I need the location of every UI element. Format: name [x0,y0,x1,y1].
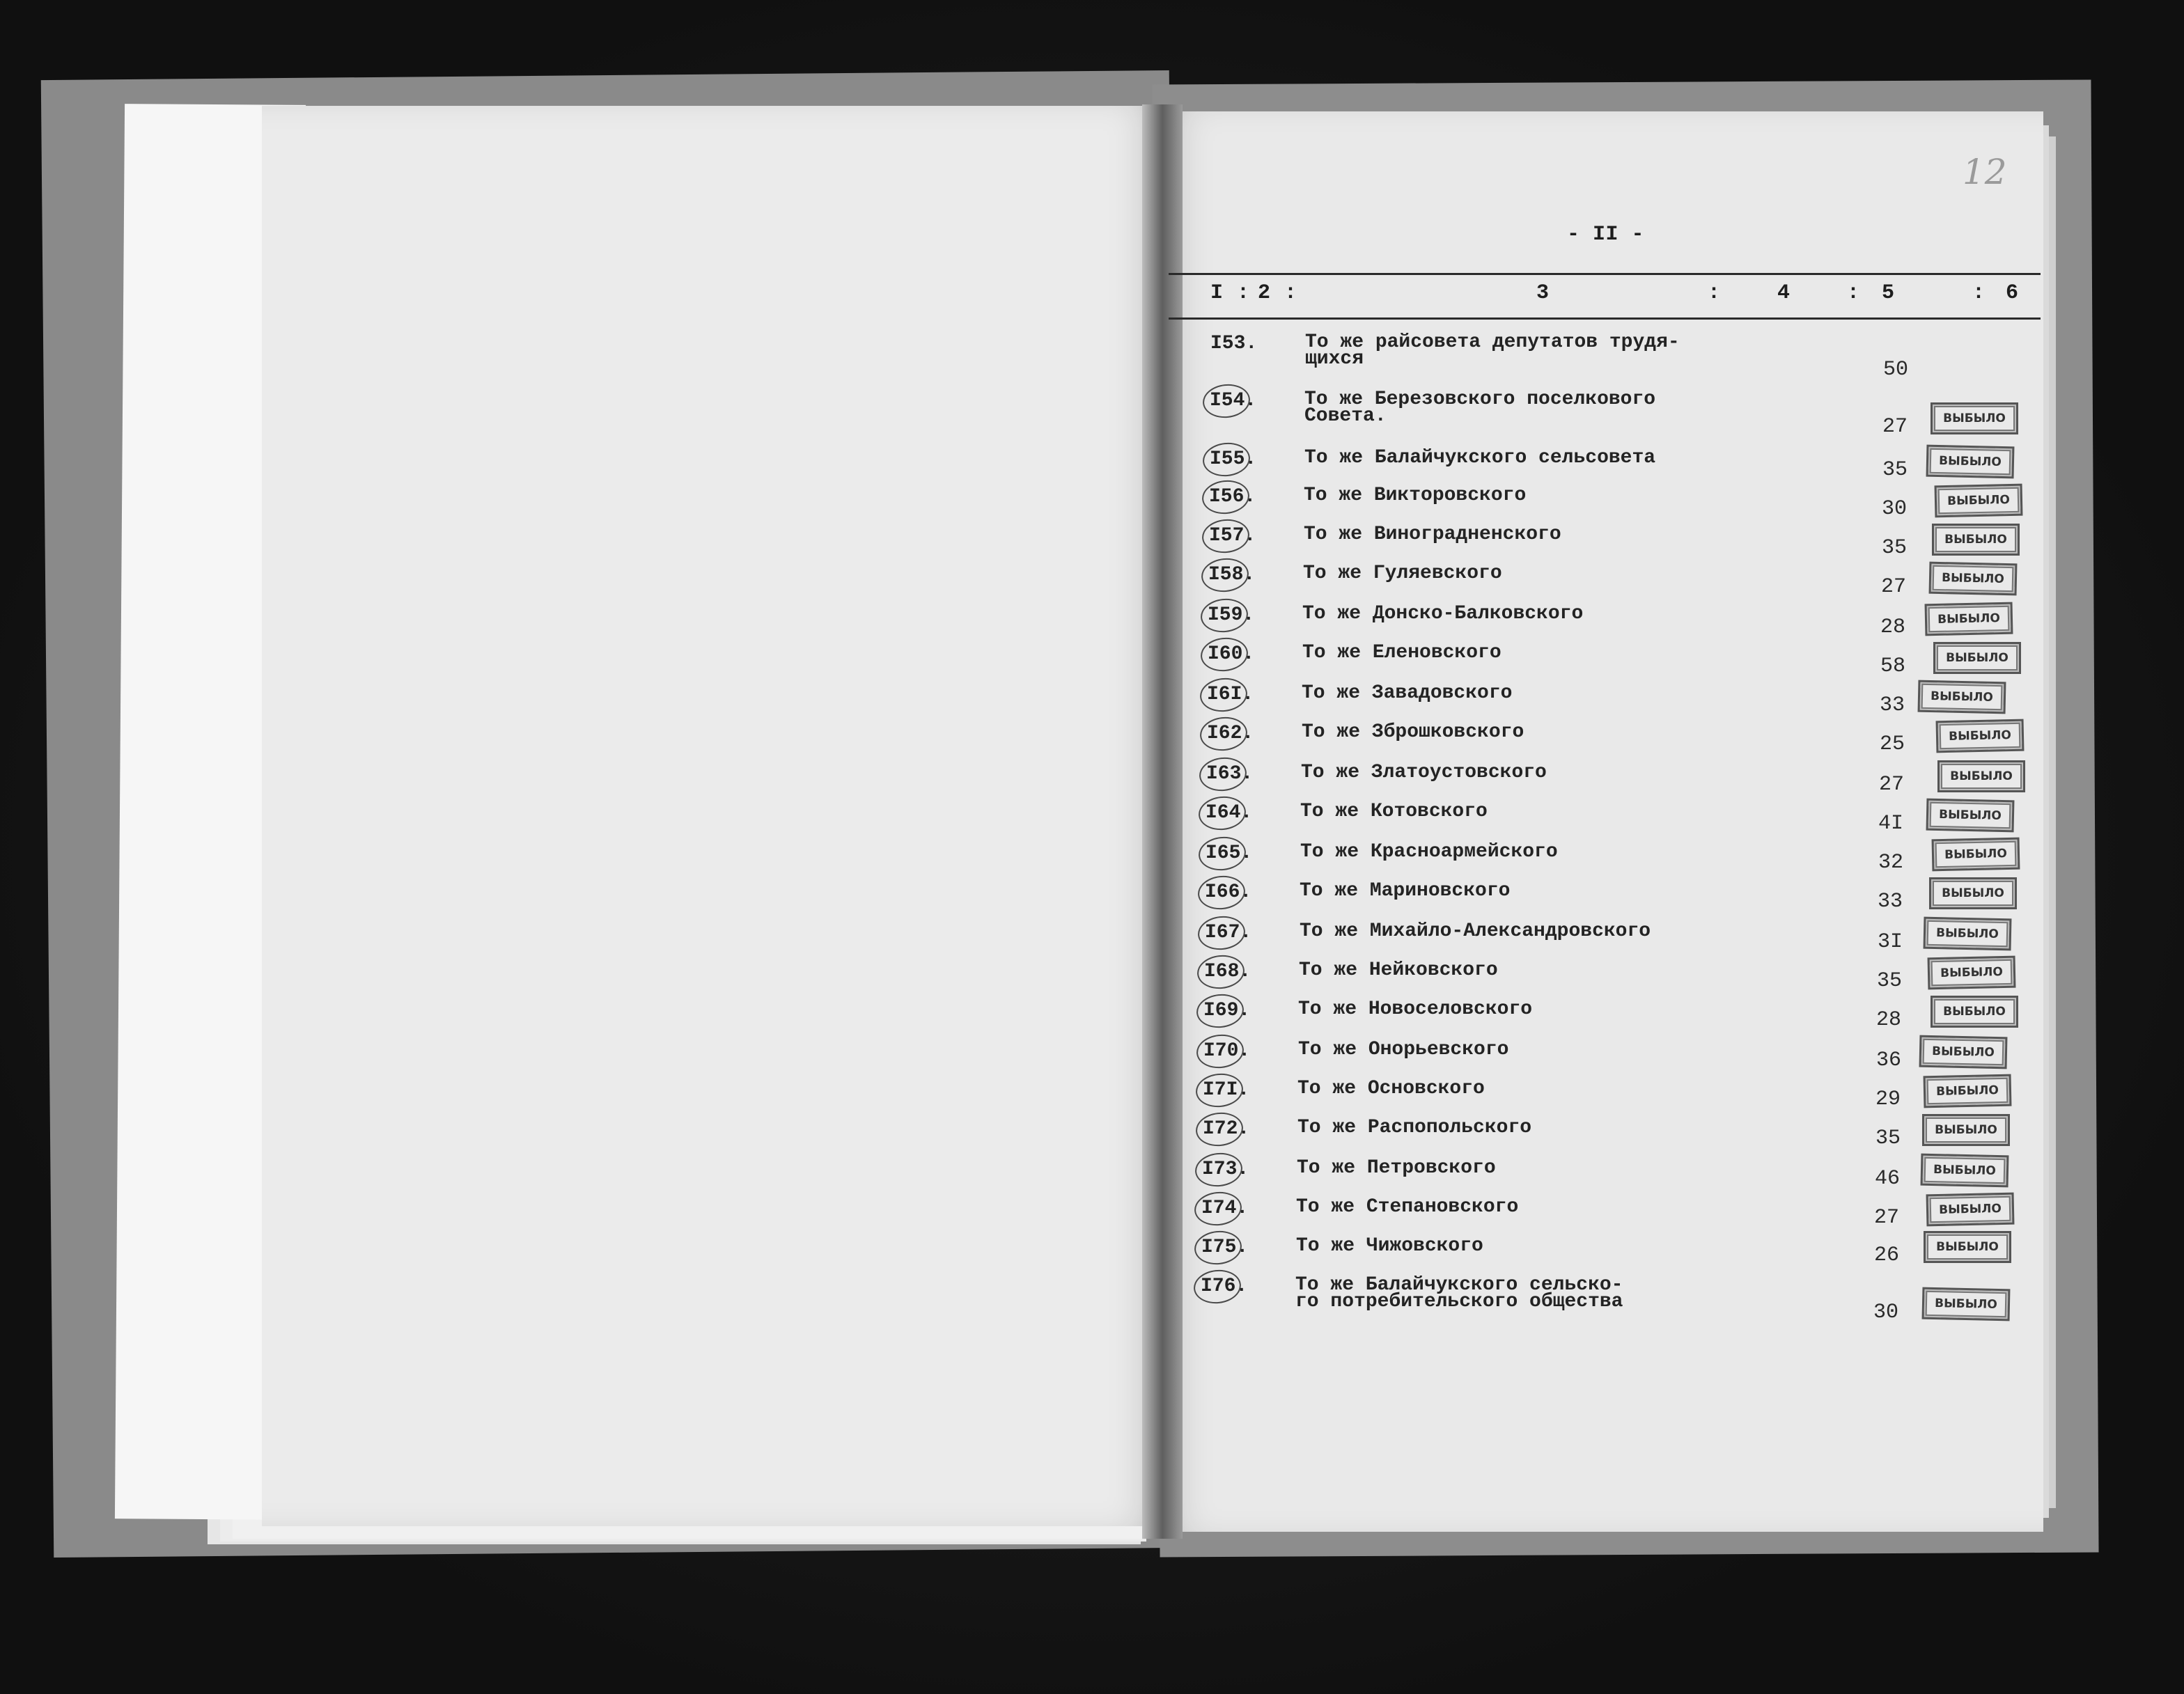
right-page [1164,111,2043,1532]
row-number: I70. [1203,1040,1251,1062]
row-count: 33 [1880,693,1905,717]
row-count: 3I [1878,930,1903,954]
withdrawn-stamp: ВЫБЫЛО [1924,1231,2011,1263]
withdrawn-stamp: ВЫБЫЛО [1925,602,2013,636]
row-number: I72. [1203,1118,1250,1140]
withdrawn-stamp: ВЫБЫЛО [1930,402,2018,434]
row-name: То же Мариновского [1300,880,1511,902]
header-rule-bottom [1169,317,2041,320]
row-name: То же Степановского [1296,1196,1519,1218]
column-header-separator: : [1972,281,1986,305]
row-count: 30 [1882,497,1908,521]
row-name: То же Донско-Балковского [1302,603,1584,625]
column-header: 3 [1536,281,1550,305]
row-number: I76. [1201,1276,1248,1297]
withdrawn-stamp: ВЫБЫЛО [1924,917,2012,951]
withdrawn-stamp: ВЫБЫЛО [1922,1114,2010,1146]
row-number: I68. [1204,961,1251,982]
row-count: 28 [1880,615,1906,639]
row-count: 27 [1882,415,1908,439]
withdrawn-stamp: ВЫБЫЛО [1930,996,2018,1028]
row-number: I73. [1202,1159,1249,1180]
row-number: I74. [1201,1198,1249,1219]
row-name: То же Виноградненского [1304,524,1561,545]
row-count: 35 [1882,458,1908,482]
row-name: То же райсовета депутатов трудя- щихся [1305,331,1680,370]
row-name: То же Балайчукского сельско- го потребительского общества [1295,1274,1623,1312]
row-count: 46 [1875,1167,1901,1191]
row-number: I6I. [1207,684,1254,705]
row-name: То же Викторовского [1304,485,1527,506]
column-header-separator: : [1708,281,1721,305]
row-count: 50 [1883,358,1909,382]
row-name: То же Нейковского [1299,959,1498,981]
row-name: То же Балайчукского сельсовета [1304,447,1656,469]
withdrawn-stamp: ВЫБЫЛО [1926,799,2015,833]
row-number: I67. [1205,922,1252,943]
row-name: То же Онорьевского [1298,1039,1509,1060]
row-name: То же Новоселовского [1298,998,1533,1020]
withdrawn-stamp: ВЫБЫЛО [1936,719,2025,753]
withdrawn-stamp: ВЫБЫЛО [1921,1154,2009,1188]
withdrawn-stamp: ВЫБЫЛО [1928,956,2016,990]
row-number: I66. [1205,881,1252,903]
withdrawn-stamp: ВЫБЫЛО [1932,524,2020,556]
row-count: 25 [1880,732,1905,756]
row-name: То же Завадовского [1302,682,1513,704]
row-name: То же Красноармейского [1300,841,1558,863]
row-name: То же Михайло-Александровского [1300,920,1651,942]
column-header-separator: : [1284,281,1297,305]
withdrawn-stamp: ВЫБЫЛО [1929,562,2018,596]
row-name: То же Петровского [1297,1157,1496,1179]
row-name: То же Распопольского [1297,1117,1532,1138]
header-rule-top [1169,273,2041,275]
row-number: I65. [1206,842,1253,864]
row-number: I53. [1210,333,1258,354]
withdrawn-stamp: ВЫБЫЛО [1926,445,2015,479]
column-header: I [1210,281,1224,305]
withdrawn-stamp: ВЫБЫЛО [1933,642,2021,674]
page-number: - II - [1567,223,1645,246]
row-name: То же Котовского [1300,801,1488,822]
row-count: 35 [1875,1127,1901,1150]
row-count: 26 [1874,1244,1900,1267]
left-page-blank [262,106,1160,1526]
spine-gutter [1142,104,1183,1539]
row-name: То же Гуляевского [1303,563,1502,584]
row-name: То же Березовского поселкового Совета. [1304,389,1656,427]
row-number: I69. [1203,1000,1251,1021]
row-count: 29 [1875,1088,1901,1111]
row-count: 27 [1874,1206,1900,1230]
row-count: 35 [1877,969,1903,993]
row-count: 33 [1878,890,1903,913]
row-count: 58 [1880,654,1906,678]
withdrawn-stamp: ВЫБЫЛО [1924,1074,2012,1108]
row-number: I56. [1209,486,1256,508]
column-header: 6 [2006,281,2019,305]
row-number: I75. [1201,1237,1249,1258]
row-count: 36 [1876,1049,1902,1072]
column-header: 2 [1258,281,1271,305]
withdrawn-stamp: ВЫБЫЛО [1929,877,2017,909]
row-count: 32 [1878,851,1904,875]
row-name: То же Еленовского [1302,642,1502,664]
column-header-separator: : [1847,281,1860,305]
row-name: То же Златоустовского [1301,762,1547,783]
row-name: То же Основского [1297,1078,1485,1099]
column-header: 5 [1882,281,1895,305]
withdrawn-stamp: ВЫБЫЛО [1935,484,2023,518]
row-count: 35 [1882,536,1908,560]
row-number: I59. [1208,604,1255,626]
row-count: 27 [1879,773,1905,797]
row-number: I64. [1206,802,1253,824]
row-number: I58. [1208,564,1256,586]
column-header: 4 [1777,281,1791,305]
row-count: 28 [1876,1008,1902,1032]
row-number: I57. [1209,525,1256,547]
withdrawn-stamp: ВЫБЫЛО [1926,1193,2015,1227]
row-number: I55. [1210,448,1257,470]
row-count: 4I [1878,812,1904,836]
row-number: I54. [1210,390,1257,411]
row-name: То же Чижовского [1296,1235,1483,1257]
withdrawn-stamp: ВЫБЫЛО [1918,680,2006,714]
row-number: I60. [1208,643,1255,665]
folio-number: 12 [1963,152,2007,192]
withdrawn-stamp: ВЫБЫЛО [1937,760,2025,792]
withdrawn-stamp: ВЫБЫЛО [1922,1287,2011,1322]
row-number: I7I. [1203,1079,1250,1101]
row-count: 30 [1873,1301,1899,1324]
column-header-separator: : [1237,281,1250,305]
row-name: То же Зброшковского [1302,721,1524,743]
withdrawn-stamp: ВЫБЫЛО [1919,1035,2008,1069]
withdrawn-stamp: ВЫБЫЛО [1932,838,2020,872]
row-count: 27 [1881,575,1907,599]
row-number: I62. [1207,723,1254,744]
row-number: I63. [1206,763,1254,785]
